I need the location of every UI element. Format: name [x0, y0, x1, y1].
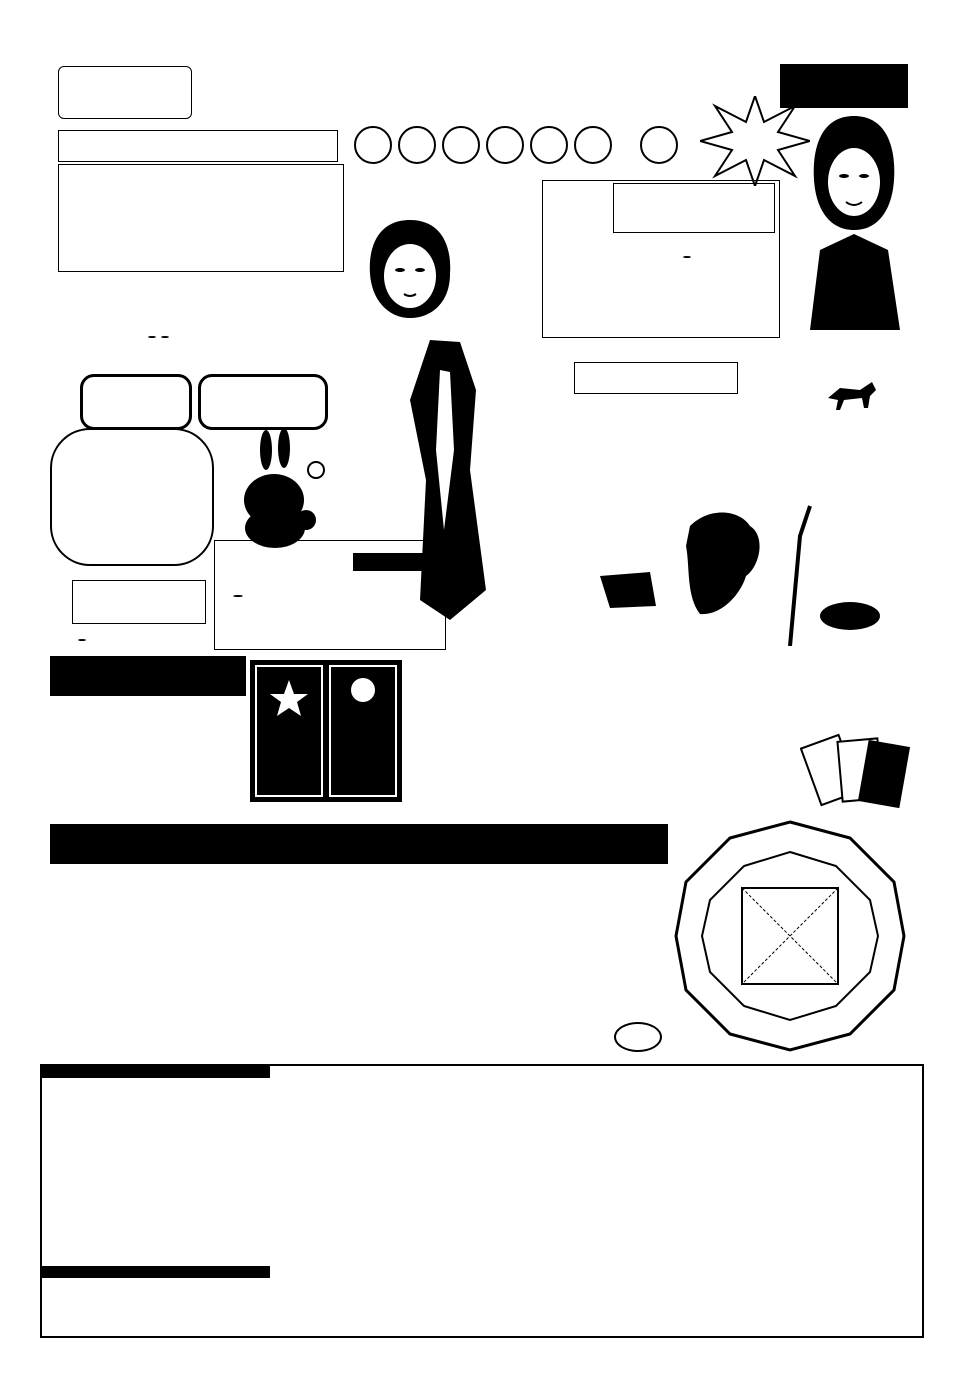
left-side-strip	[2, 34, 20, 1354]
slogan-box	[58, 66, 192, 119]
woman-portrait-icon	[360, 214, 460, 324]
right-side-strip	[941, 34, 959, 1354]
result-balls	[354, 126, 684, 168]
history-panel	[40, 1064, 924, 1338]
ball	[574, 126, 612, 164]
send-line	[78, 626, 86, 645]
top-strip	[30, 40, 930, 54]
vertical-label	[60, 270, 167, 360]
chuandian-title	[574, 362, 738, 394]
right-woman-icon	[790, 110, 918, 330]
center-code	[353, 553, 437, 571]
ball	[530, 126, 568, 164]
tema-poem-box	[72, 580, 206, 624]
tarot-fan-icon	[800, 730, 910, 810]
center-box	[214, 540, 446, 650]
send-num	[78, 639, 86, 641]
right-box	[542, 180, 780, 338]
tarot-card-icon	[250, 660, 402, 802]
center-big-num	[233, 595, 243, 597]
ball	[486, 126, 524, 164]
history-table-wrap	[42, 1066, 270, 1288]
small-number-box	[80, 374, 192, 430]
zodiac-wheel	[672, 818, 908, 1054]
history-header	[43, 1067, 270, 1078]
special-line	[148, 324, 169, 342]
right-slogan	[613, 183, 775, 233]
history-table	[42, 1066, 270, 1078]
hint-bar	[58, 130, 338, 162]
chain-question	[614, 1022, 662, 1052]
tarot-card-images	[250, 660, 402, 802]
special-num	[161, 336, 169, 338]
xuanmen-title	[50, 824, 668, 864]
ball	[354, 126, 392, 164]
intro-box	[58, 164, 344, 272]
ball	[398, 126, 436, 164]
center-tigong	[295, 599, 308, 615]
horse-icon	[820, 378, 880, 414]
special-ball	[640, 126, 678, 164]
wang-nums	[683, 243, 691, 262]
special-num	[148, 336, 156, 338]
history-footer1	[42, 1266, 270, 1278]
tegong-cloud	[50, 428, 214, 566]
trend-grid-numbers	[272, 1268, 920, 1328]
ball	[442, 126, 480, 164]
wang-num	[683, 256, 691, 258]
double-number-box	[198, 374, 328, 430]
monkey-icon	[590, 496, 890, 646]
footer	[40, 1342, 920, 1362]
tarot-title	[50, 656, 246, 696]
trend-dot-grid	[272, 1066, 920, 1266]
